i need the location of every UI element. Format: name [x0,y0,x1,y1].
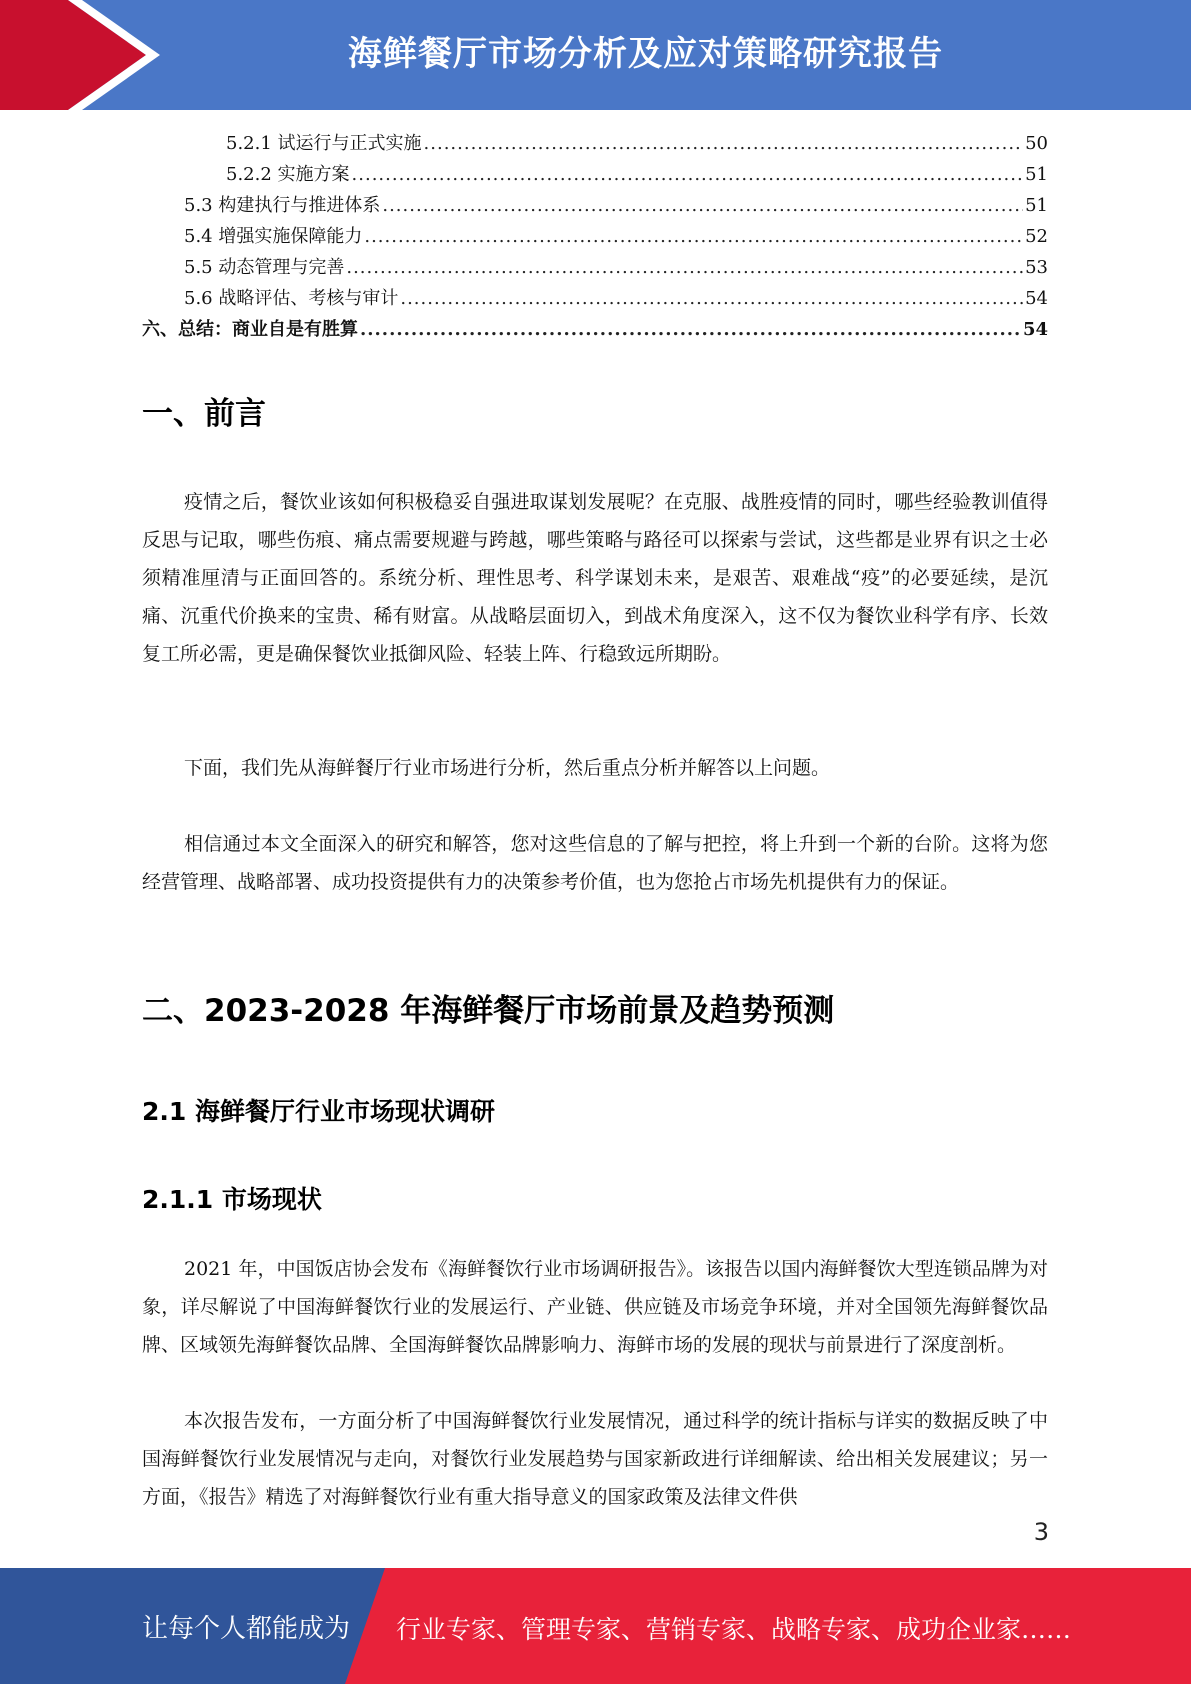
toc-leader-dots [360,314,1021,345]
toc-leader-dots [352,159,1024,190]
toc-leader-dots [382,190,1023,221]
toc-entry-title: 5.2.1 试运行与正式实施 [226,133,422,154]
toc-entry-page: 51 [1025,164,1048,185]
section-heading-preface: 一、前言 [142,396,266,432]
toc-entry[interactable] [142,190,1048,221]
section-heading-outlook: 二、2023-2028 年海鲜餐厅市场前景及趋势预测 [142,993,835,1029]
toc-entry-page: 53 [1025,257,1048,278]
paragraph: 本次报告发布，一方面分析了中国海鲜餐饮行业发展情况，通过科学的统计指标与详实的数据反映了中国海鲜餐饮行业发展情况与走向，对餐饮行业发展趋势与国家新政进行详细解读、给出相关发展建议；另一方面，《报告》精选了对海鲜餐饮行业有重大指导意义的国家政策及法律文件供 [142,1410,1048,1508]
toc-entry-title: 六、总结：商业自是有胜算 [142,319,358,340]
footer-slogan-left: 让每个人都能成为 [142,1614,351,1644]
subsubsection-heading: 2.1.1 市场现状 [142,1185,322,1214]
toc-entry-page: 50 [1025,133,1048,154]
toc-leader-dots [346,252,1023,283]
toc-entry[interactable] [142,252,1048,283]
toc-entry-page: 54 [1025,288,1048,309]
toc-entry-page: 52 [1025,226,1048,247]
toc-entry-title: 5.6 战略评估、考核与审计 [184,288,399,309]
toc-entry-page: 51 [1025,195,1048,216]
toc-leader-dots [400,283,1023,314]
header-banner [0,0,1191,110]
toc-entry-page: 54 [1022,319,1048,340]
toc-entry-title: 5.2.2 实施方案 [226,164,350,185]
footer-slogan-right: 行业专家、管理专家、营销专家、战略专家、成功企业家…… [396,1615,1072,1644]
toc-entry-title: 5.4 增强实施保障能力 [184,226,363,247]
toc-leader-dots [364,221,1023,252]
toc-entry-title: 5.5 动态管理与完善 [184,257,345,278]
toc-entry[interactable] [142,221,1048,252]
paragraph: 2021 年，中国饭店协会发布《海鲜餐饮行业市场调研报告》。该报告以国内海鲜餐饮大型连锁品牌为对象，详尽解说了中国海鲜餐饮行业的发展运行、产业链、供应链及市场竞争环境，并对全国领先海鲜餐饮品牌、区域领先海鲜餐饮品牌、全国海鲜餐饮品牌影响力、海鲜市场的发展的现状与前景进行了深度剖析。 [142,1258,1048,1356]
paragraph: 下面，我们先从海鲜餐厅行业市场进行分析，然后重点分析并解答以上问题。 [184,757,831,779]
red-arrow-decoration [0,0,150,110]
toc-entry[interactable] [142,314,1048,345]
paragraph: 疫情之后，餐饮业该如何积极稳妥自强进取谋划发展呢？在克服、战胜疫情的同时，哪些经验教训值得反思与记取，哪些伤痕、痛点需要规避与跨越，哪些策略与路径可以探索与尝试，这些都是业界有识之士必须精准厘清与正面回答的。系统分析、理性思考、科学谋划未来，是艰苦、艰难战“疫”的必要延续，是沉痛、沉重代价换来的宝贵、稀有财富。从战略层面切入，到战术角度深入，这不仅为餐饮业科学有序、长效复工所必需，更是确保餐饮业抵御风险、轻装上阵、行稳致远所期盼。 [142,491,1048,665]
toc-entry[interactable] [142,128,1048,159]
subsection-heading: 2.1 海鲜餐厅行业市场现状调研 [142,1097,495,1126]
table-of-contents [142,128,1048,345]
toc-entry[interactable] [142,159,1048,190]
footer-banner [0,1568,1191,1684]
toc-entry-title: 5.3 构建执行与推进体系 [184,195,381,216]
report-title: 海鲜餐厅市场分析及应对策略研究报告 [348,34,943,74]
page-number: 3 [1033,1518,1049,1546]
paragraph: 相信通过本文全面深入的研究和解答，您对这些信息的了解与把控，将上升到一个新的台阶。这将为您经营管理、战略部署、成功投资提供有力的决策参考价值，也为您抢占市场先机提供有力的保证。 [142,833,1048,893]
toc-entry[interactable] [142,283,1048,314]
toc-leader-dots [424,128,1024,159]
